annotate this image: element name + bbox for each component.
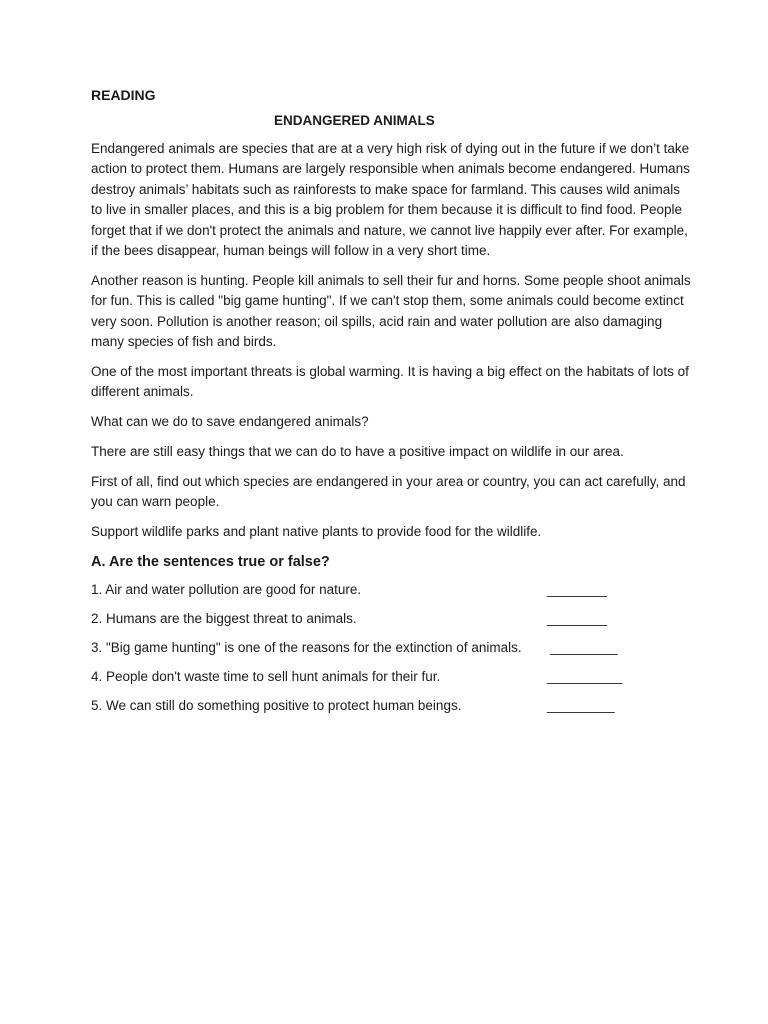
exercise-item-text: 1. Air and water pollution are good for nature. xyxy=(91,582,362,597)
paragraph-global-warming: One of the most important threats is global warming. It is having a big effect on the habitats of lots of different animals. xyxy=(91,364,689,400)
answer-blank[interactable]: ________ xyxy=(547,611,608,626)
answer-blank[interactable]: ________ xyxy=(547,582,608,597)
exercise-item-text: 3. "Big game hunting" is one of the reasons for the extinction of animals. xyxy=(91,640,522,655)
answer-paragraph-support-parks: Support wildlife parks and plant native plants to provide food for the wildlife. xyxy=(91,524,542,540)
exercise-item-text: 2. Humans are the biggest threat to animals. xyxy=(91,611,357,626)
question-line: What can we do to save endangered animals? xyxy=(91,414,369,430)
answer-paragraph-positive-impact: There are still easy things that we can do to have a positive impact on wildlife in our area. xyxy=(91,443,624,459)
exercise-item-text: 5. We can still do something positive to protect human beings. xyxy=(91,698,462,713)
exercise-item xyxy=(91,609,691,629)
exercise-item xyxy=(91,638,691,658)
section-label: READING xyxy=(91,87,156,103)
document-content xyxy=(91,86,691,725)
answer-blank[interactable]: _________ xyxy=(547,698,615,713)
answer-blank[interactable]: __________ xyxy=(547,669,623,684)
paragraph-hunting: Another reason is hunting. People kill animals to sell their fur and horns. Some people shoot animals for fun. This is called "big game hunting". If we can't stop them, some animals could become extinct very soon. Pollution is another reason; oil spills, acid rain and water pollution are also damaging many species of fish and birds. xyxy=(91,272,691,350)
answer-paragraph-find-species: First of all, find out which species are endangered in your area or country, you can act carefully, and you can warn people. xyxy=(91,473,686,510)
document-title: ENDANGERED ANIMALS xyxy=(274,113,435,128)
exercise-item xyxy=(91,580,691,600)
answer-blank[interactable]: _________ xyxy=(550,640,618,655)
exercise-heading: A. Are the sentences true or false? xyxy=(91,554,330,570)
exercise-item xyxy=(91,667,691,687)
exercise-item xyxy=(91,696,691,716)
exercise-item-text: 4. People don't waste time to sell hunt animals for their fur. xyxy=(91,669,441,684)
paragraph-intro: Endangered animals are species that are at a very high risk of dying out in the future if we don’t take action to protect them. Humans are largely responsible when animals become endangered. Humans destroy animals’ habitats such as rainforests to make space for farmland. This causes wild animals to live in smaller places, and this is a big problem for them because it is difficult to find food. People forget that if we don't protect the animals and nature, we cannot live happily ever after. For example, if the bees disappear, human beings will follow in a very short time. xyxy=(91,141,690,259)
